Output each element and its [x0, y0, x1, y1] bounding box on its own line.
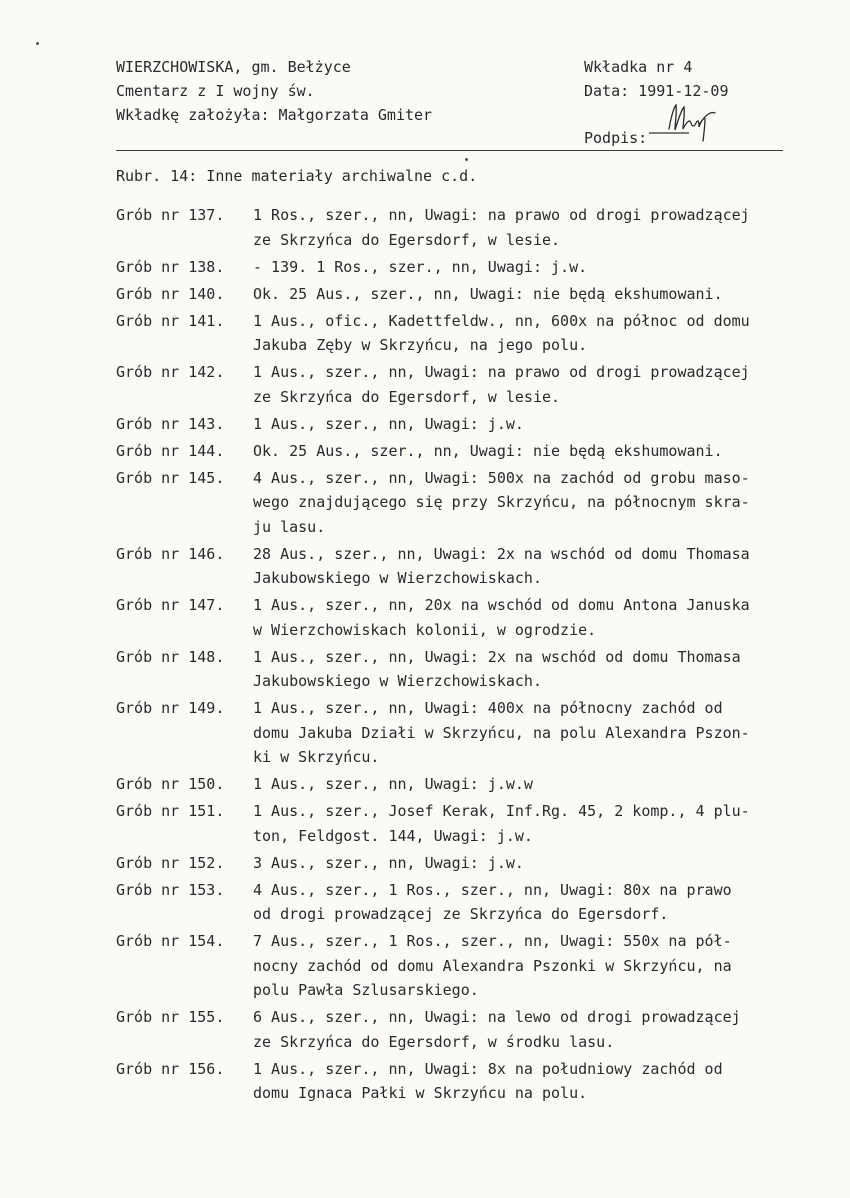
grave-entries	[116, 203, 816, 1108]
grave-entry	[116, 412, 816, 437]
description-line: ton, Feldgost. 144, Uwagi: j.w.	[253, 826, 533, 845]
grave-number: Grób nr 154.	[116, 932, 225, 950]
grave-description	[253, 542, 816, 591]
ink-speck	[36, 42, 39, 45]
grave-entry	[116, 878, 816, 927]
signature-row	[584, 103, 729, 150]
grave-description	[253, 203, 816, 252]
description-line: domu Ignaca Pałki w Skrzyńcu na polu.	[253, 1084, 588, 1102]
grave-entry	[116, 929, 816, 1003]
grave-entry	[116, 696, 816, 770]
description-line: - 139. 1 Ros., szer., nn, Uwagi: j.w.	[253, 257, 588, 276]
grave-entry	[116, 203, 816, 252]
grave-description	[253, 360, 816, 409]
header-left	[116, 55, 432, 127]
grave-description	[253, 439, 816, 464]
description-line: 4 Aus., szer., 1 Ros., szer., nn, Uwagi: 80x na prawo	[253, 880, 732, 899]
grave-description	[253, 309, 816, 358]
grave-entry	[116, 772, 816, 797]
grave-entry	[116, 439, 816, 464]
description-line: 1 Aus., szer., nn, Uwagi: 2x na wschód od domu Thomasa	[253, 647, 741, 666]
header-right	[584, 55, 729, 150]
description-line: nocny zachód od domu Alexandra Pszonki w Skrzyńcu, na	[253, 956, 732, 975]
grave-entry	[116, 466, 816, 540]
ink-speck	[465, 158, 468, 161]
grave-number: Grób nr 146.	[116, 544, 225, 563]
description-line: 3 Aus., szer., nn, Uwagi: j.w.	[253, 853, 524, 872]
description-line: 1 Aus., szer., Josef Kerak, Inf.Rg. 45, 2 komp., 4 plu-	[253, 802, 750, 820]
grave-number: Grób nr 155.	[116, 1008, 225, 1026]
grave-description	[253, 929, 816, 1003]
grave-description	[253, 878, 816, 927]
grave-number: Grób nr 149.	[116, 699, 225, 717]
description-line: 1 Aus., szer., nn, Uwagi: 400x na północny zachód od	[253, 699, 723, 717]
grave-number: Grób nr 152.	[116, 853, 225, 872]
description-line: 6 Aus., szer., nn, Uwagi: na lewo od drogi prowadzącej	[253, 1008, 741, 1026]
grave-description	[253, 593, 816, 642]
grave-entry	[116, 309, 816, 358]
rubric-title: Rubr. 14: Inne materiały archiwalne c.d.	[116, 167, 478, 185]
description-line: wego znajdującego się przy Skrzyńcu, na północnym skra-	[253, 493, 750, 511]
header-author: Wkładkę założyła: Małgorzata Gmiter	[116, 106, 433, 124]
description-line: w Wierzchowiskach kolonii, w ogrodzie.	[253, 620, 597, 639]
grave-entry	[116, 282, 816, 307]
grave-number: Grób nr 137.	[116, 206, 225, 224]
grave-entry	[116, 1057, 816, 1106]
grave-entry	[116, 645, 816, 694]
description-line: 1 Aus., szer., nn, Uwagi: j.w.w	[253, 775, 533, 793]
grave-number: Grób nr 138.	[116, 257, 225, 276]
grave-number: Grób nr 148.	[116, 647, 225, 666]
grave-description	[253, 772, 816, 797]
description-line: polu Pawła Szlusarskiego.	[253, 981, 479, 999]
insert-number: Wkładka nr 4	[584, 58, 693, 76]
handwritten-signature	[649, 103, 729, 150]
grave-number: Grób nr 150.	[116, 775, 225, 793]
grave-number: Grób nr 156.	[116, 1059, 225, 1078]
grave-entry	[116, 255, 816, 280]
grave-number: Grób nr 147.	[116, 596, 225, 614]
grave-number: Grób nr 140.	[116, 284, 225, 303]
description-line: 1 Aus., szer., nn, Uwagi: j.w.	[253, 414, 524, 433]
grave-number: Grób nr 141.	[116, 311, 225, 330]
description-line: 1 Ros., szer., nn, Uwagi: na prawo od drogi prowadzącej	[253, 206, 750, 224]
description-line: Ok. 25 Aus., szer., nn, Uwagi: nie będą ekshumowani.	[253, 441, 723, 460]
grave-number: Grób nr 143.	[116, 414, 225, 433]
description-line: Jakubowskiego w Wierzchowiskach.	[253, 672, 542, 690]
grave-description	[253, 282, 816, 307]
description-line: Jakuba Zęby w Skrzyńcu, na jego polu.	[253, 336, 588, 354]
date-line: Data: 1991-12-09	[584, 82, 729, 100]
description-line: 1 Aus., ofic., Kadettfeldw., nn, 600x na północ od domu	[253, 311, 750, 330]
description-line: domu Jakuba Działi w Skrzyńcu, na polu Alexandra Pszon-	[253, 723, 750, 742]
grave-description	[253, 799, 816, 848]
grave-number: Grób nr 145.	[116, 468, 225, 487]
description-line: od drogi prowadzącej ze Skrzyńca do Egersdorf.	[253, 905, 669, 923]
description-line: 4 Aus., szer., nn, Uwagi: 500x na zachód od grobu maso-	[253, 468, 750, 487]
grave-entry	[116, 851, 816, 876]
description-line: ze Skrzyńca do Egersdorf, w lesie.	[253, 230, 561, 249]
grave-number: Grób nr 153.	[116, 880, 225, 899]
description-line: Ok. 25 Aus., szer., nn, Uwagi: nie będą ekshumowani.	[253, 284, 723, 303]
description-line: ju lasu.	[253, 517, 326, 536]
description-line: 7 Aus., szer., 1 Ros., szer., nn, Uwagi: 550x na pół-	[253, 932, 732, 950]
header-location: WIERZCHOWISKA, gm. Bełżyce	[116, 58, 351, 76]
description-line: ki w Skrzyńcu.	[253, 748, 380, 766]
grave-description	[253, 645, 816, 694]
header-divider	[116, 150, 783, 151]
description-line: 1 Aus., szer., nn, Uwagi: na prawo od drogi prowadzącej	[253, 363, 750, 381]
grave-description	[253, 466, 816, 540]
grave-description	[253, 1057, 816, 1106]
grave-entry	[116, 593, 816, 642]
description-line: ze Skrzyńca do Egersdorf, w lesie.	[253, 387, 561, 406]
description-line: ze Skrzyńca do Egersdorf, w środku lasu.	[253, 1032, 615, 1051]
grave-description	[253, 1005, 816, 1054]
grave-description	[253, 255, 816, 280]
signature-label: Podpis:	[584, 129, 648, 147]
grave-number: Grób nr 151.	[116, 802, 225, 820]
description-line: Jakubowskiego w Wierzchowiskach.	[253, 569, 542, 587]
header-cemetery: Cmentarz z I wojny św.	[116, 82, 315, 100]
grave-description	[253, 851, 816, 876]
grave-entry	[116, 360, 816, 409]
grave-entry	[116, 542, 816, 591]
grave-entry	[116, 1005, 816, 1054]
grave-description	[253, 696, 816, 770]
grave-entry	[116, 799, 816, 848]
description-line: 28 Aus., szer., nn, Uwagi: 2x na wschód od domu Thomasa	[253, 544, 750, 563]
description-line: 1 Aus., szer., nn, Uwagi: 8x na południowy zachód od	[253, 1059, 723, 1078]
grave-number: Grób nr 142.	[116, 363, 225, 381]
description-line: 1 Aus., szer., nn, 20x na wschód od domu Antona Januska	[253, 596, 750, 614]
grave-description	[253, 412, 816, 437]
grave-number: Grób nr 144.	[116, 441, 225, 460]
